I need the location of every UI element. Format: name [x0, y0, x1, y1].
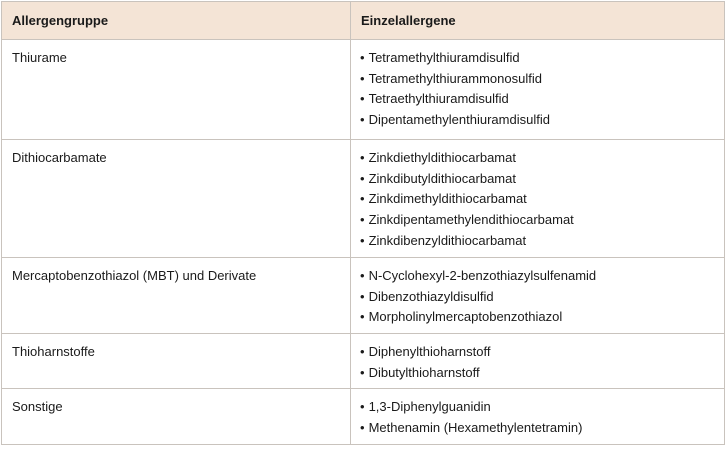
allergen-list: [360, 397, 724, 438]
allergen-list: [360, 266, 724, 328]
list-item: • N-Cyclohexyl-2-benzothiazylsulfenamid: [360, 266, 724, 287]
list-item: • Methenamin (Hexamethylentetramin): [360, 418, 724, 439]
items-cell: [351, 140, 724, 257]
group-cell: Sonstige: [2, 389, 351, 444]
allergen-list: [360, 148, 724, 252]
list-item: • Zinkdibenzyldithiocarbamat: [360, 231, 724, 252]
list-item: • Tetramethylthiurammonosulfid: [360, 69, 724, 90]
list-item: • Dipentamethylenthiuramdisulfid: [360, 110, 724, 131]
allergen-list: [360, 48, 724, 131]
header-einzelallergene: Einzelallergene: [361, 13, 456, 28]
group-cell: Thiurame: [2, 40, 351, 139]
group-cell: Thioharnstoffe: [2, 334, 351, 388]
table-header-row: [2, 2, 724, 39]
list-item: • Zinkdiethyldithiocarbamat: [360, 148, 724, 169]
list-item: • Zinkdipentamethylendithiocarbamat: [360, 210, 724, 231]
items-cell: [351, 389, 724, 444]
table-row: [2, 333, 724, 388]
list-item: • 1,3-Diphenylguanidin: [360, 397, 724, 418]
group-cell: Dithiocarbamate: [2, 140, 351, 257]
header-allergengruppe: Allergengruppe: [2, 2, 351, 39]
items-cell: [351, 258, 724, 333]
list-item: • Dibutylthioharnstoff: [360, 363, 724, 384]
table-row: [2, 39, 724, 139]
list-item: • Dibenzothiazyldisulfid: [360, 287, 724, 308]
list-item: • Morpholinylmercaptobenzothiazol: [360, 307, 724, 328]
list-item: • Zinkdibutyldithiocarbamat: [360, 169, 724, 190]
table-row: [2, 257, 724, 333]
list-item: • Diphenylthioharnstoff: [360, 342, 724, 363]
list-item: • Zinkdimethyldithiocarbamat: [360, 189, 724, 210]
table-row: [2, 139, 724, 257]
items-cell: [351, 40, 724, 139]
items-cell: [351, 334, 724, 388]
group-cell: Mercaptobenzothiazol (MBT) und Derivate: [2, 258, 351, 333]
list-item: • Tetraethylthiuramdisulfid: [360, 89, 724, 110]
allergen-list: [360, 342, 724, 383]
table-row: [2, 388, 724, 444]
allergen-table: [1, 1, 725, 445]
list-item: • Tetramethylthiuramdisulfid: [360, 48, 724, 69]
